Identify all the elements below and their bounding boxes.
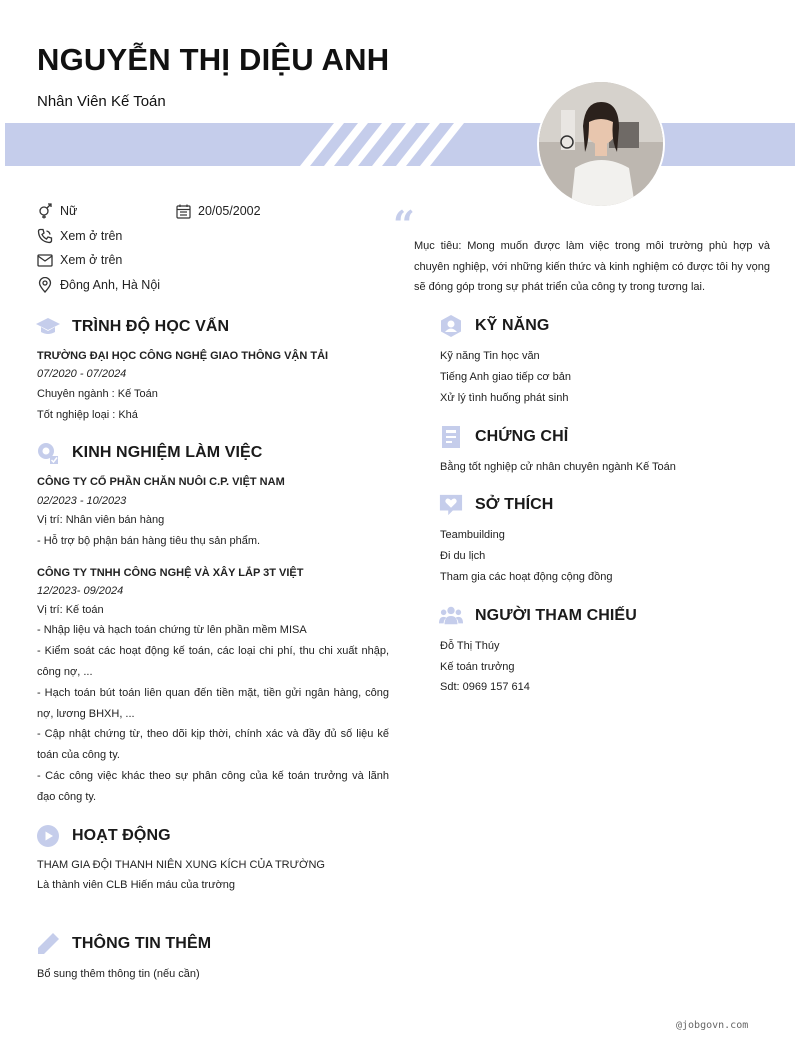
career-objective: Mục tiêu: Mong muốn được làm việc trong môi trường phù hợp và chuyên nghiệp, với những kiến thức và kinh nghiệm có được tôi hy vọng sẽ đóng góp trong sự phát triển của công ty trong tương lai. [414, 240, 770, 293]
hobbies-title: SỞ THÍCH [475, 496, 554, 513]
activities-title: HOẠT ĐỘNG [72, 827, 171, 844]
birthdate-text: 20/05/2002 [198, 204, 261, 218]
job-2-duty: - Nhập liệu và hạch toán chứng từ lên phần mềm MISA [37, 624, 307, 636]
hobby-item: Tham gia các hoạt động cộng đồng [440, 571, 613, 583]
pencil-icon [36, 932, 60, 956]
email-row [36, 251, 122, 269]
additional-heading [36, 932, 211, 956]
profile-photo [537, 80, 665, 208]
phone-text: Xem ở trên [60, 229, 123, 243]
skill-item: Xử lý tình huống phát sinh [440, 392, 569, 404]
education-grade: Tốt nghiệp loại : Khá [37, 409, 138, 421]
reference-item: Sdt: 0969 157 614 [440, 681, 530, 693]
job-1-duty: - Hỗ trợ bộ phận bán hàng tiêu thụ sản phẩm. [37, 535, 261, 547]
job-2-position: Vị trí: Kế toán [37, 604, 104, 616]
candidate-name: NGUYỄN THỊ DIỆU ANH [37, 42, 390, 77]
education-title: TRÌNH ĐỘ HỌC VẤN [72, 318, 230, 335]
email-text: Xem ở trên [60, 253, 123, 267]
gender-text: Nữ [60, 204, 78, 218]
phone-icon [36, 227, 54, 245]
job-2-period: 12/2023- 09/2024 [37, 585, 124, 597]
graduation-cap-icon [36, 315, 60, 339]
certificate-item: Bằng tốt nghiệp cử nhân chuyên ngành Kế Toán [440, 461, 676, 473]
gender-icon [36, 202, 54, 220]
job-2-duty: - Hạch toán bút toán liên quan đến tiền mặt, tiền gửi ngân hàng, công nợ, lương BHXH, ... [37, 687, 389, 720]
job-1-position: Vị trí: Nhân viên bán hàng [37, 514, 165, 526]
job-1-period: 02/2023 - 10/2023 [37, 495, 127, 507]
hobby-item: Teambuilding [440, 529, 505, 541]
activities-heading [36, 824, 171, 848]
skills-title: KỸ NĂNG [475, 317, 550, 334]
job-title: Nhân Viên Kế Toán [37, 93, 166, 110]
references-title: NGƯỜI THAM CHIẾU [475, 607, 637, 624]
header-band [5, 123, 795, 166]
job-2-company: CÔNG TY TNHH CÔNG NGHỆ VÀ XÂY LẮP 3T VIỆT [37, 567, 304, 579]
quote-icon: “ [393, 202, 415, 247]
address-text: Đông Anh, Hà Nội [60, 278, 161, 292]
gender-row [36, 202, 77, 220]
education-major: Chuyên ngành : Kế Toán [37, 388, 158, 400]
job-2-duty: - Kiểm soát các hoạt động kế toán, các loại chi phí, thu chi xuất nhập, công nợ, ... [37, 645, 389, 678]
calendar-icon [174, 202, 192, 220]
additional-text: Bổ sung thêm thông tin (nếu cần) [37, 968, 200, 980]
email-icon [36, 251, 54, 269]
stripe-decoration [5, 123, 795, 166]
skills-heading [439, 314, 549, 338]
job-1-company: CÔNG TY CỔ PHẦN CHĂN NUÔI C.P. VIỆT NAM [37, 476, 285, 488]
references-heading [439, 604, 637, 628]
skill-item: Tiếng Anh giao tiếp cơ bản [440, 371, 571, 383]
watermark-text: @jobgovn.com [676, 1020, 749, 1031]
badge-gear-icon [36, 441, 60, 465]
certificates-title: CHỨNG CHỈ [475, 428, 569, 445]
phone-row [36, 227, 122, 245]
additional-title: THÔNG TIN THÊM [72, 935, 212, 952]
education-period: 07/2020 - 07/2024 [37, 368, 127, 380]
reference-item: Đỗ Thị Thúy [440, 640, 500, 652]
hobby-item: Đi du lịch [440, 550, 486, 562]
certificate-icon [439, 425, 463, 449]
certificates-heading [439, 425, 568, 449]
play-icon [36, 824, 60, 848]
experience-heading [36, 441, 262, 465]
heart-chat-icon [439, 493, 463, 517]
experience-title: KINH NGHIỆM LÀM VIỆC [72, 444, 263, 461]
job-2-duty: - Các công việc khác theo sự phân công của kế toán trưởng và lãnh đạo công ty. [37, 770, 389, 803]
reference-item: Kế toán trưởng [440, 661, 515, 673]
education-heading [36, 315, 229, 339]
address-row [36, 276, 160, 294]
school-name: TRƯỜNG ĐẠI HỌC CÔNG NGHỆ GIAO THÔNG VẬN TẢI [37, 350, 329, 362]
activity-item: THAM GIA ĐỘI THANH NIÊN XUNG KÍCH CỦA TRƯỜNG [37, 859, 325, 871]
job-2-duty: - Cập nhật chứng từ, theo dõi kịp thời, chính xác và đầy đủ số liệu kế toán của công ty. [37, 728, 389, 761]
skill-badge-icon [439, 314, 463, 338]
skill-item: Kỹ năng Tin học văn [440, 350, 540, 362]
hobbies-heading [439, 493, 553, 517]
people-icon [439, 604, 463, 628]
location-icon [36, 276, 54, 294]
activity-item: Là thành viên CLB Hiến máu của trường [37, 879, 236, 891]
birthdate-row [174, 202, 261, 220]
